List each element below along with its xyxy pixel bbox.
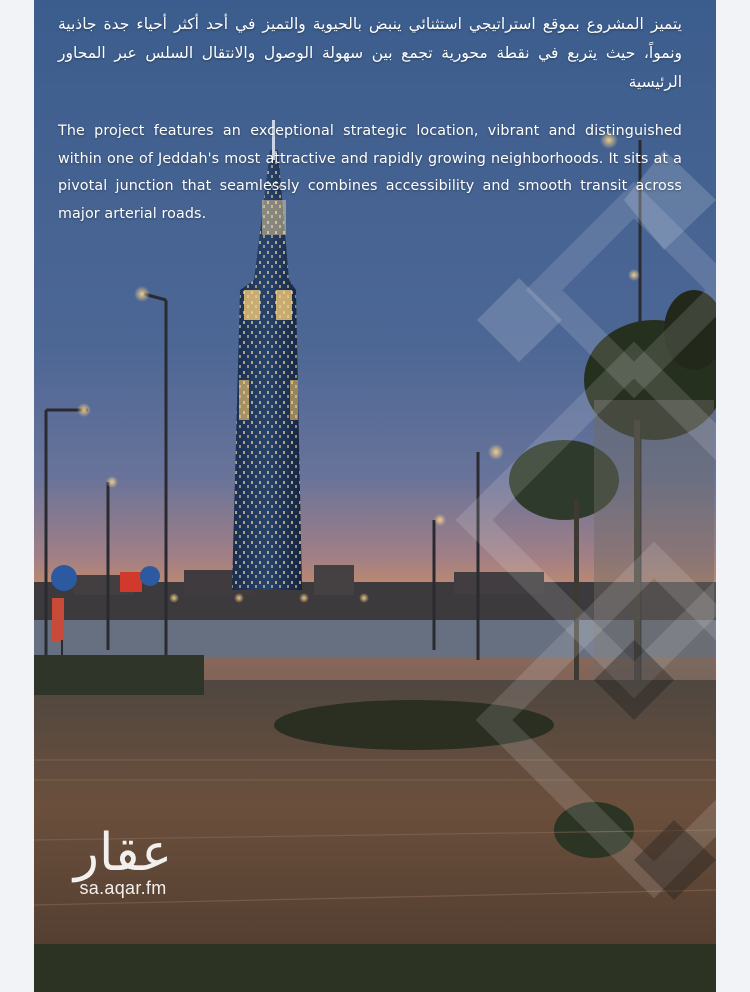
aqar-url: sa.aqar.fm — [79, 878, 167, 898]
background-photo — [34, 0, 716, 992]
aqar-watermark-logo — [48, 823, 198, 899]
arabic-description: يتميز المشروع بموقع استراتيجي استثنائي ينبض بالحيوية والتميز في أحد أكثر أحياء جدة جاذبية ونمواً، حيث يتربع في نقطة محورية تجمع بين سهولة الوصول والانتقال السلس عبر المحاور الرئيسية — [58, 15, 682, 91]
aqar-logo-text: عقار — [73, 823, 173, 883]
english-description: The project features an exceptional strategic location, vibrant and distinguished within one of Jeddah's most attractive and rapidly growing neighborhoods. It sits at a pivotal junction that seamlessly combines accessibility and smooth transit across major arterial roads. — [58, 123, 682, 222]
